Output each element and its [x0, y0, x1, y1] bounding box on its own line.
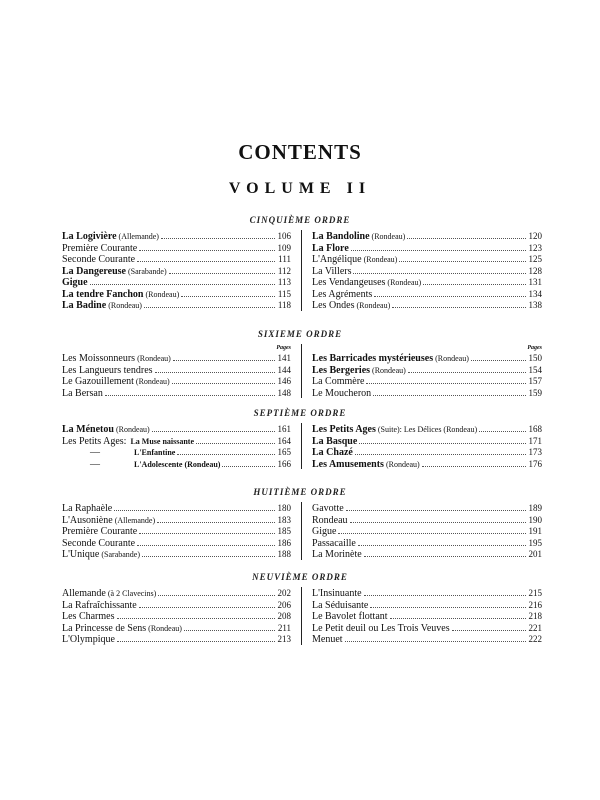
- leader-dots: [196, 435, 275, 444]
- page-number: 186: [277, 537, 291, 548]
- leader-dots: [152, 423, 275, 432]
- page-number: 189: [528, 503, 542, 513]
- leader-dots: [452, 622, 526, 631]
- leader-dots: [350, 514, 526, 523]
- toc-entry: [62, 537, 291, 549]
- leader-dots: [355, 446, 526, 455]
- leader-dots: [366, 375, 526, 384]
- page-number: 218: [528, 611, 542, 621]
- entry-title: La Bandoline (Rondeau): [312, 231, 406, 242]
- toc-entry: [312, 253, 542, 265]
- right-column: [302, 587, 542, 645]
- toc-entry: [62, 352, 291, 364]
- page-number: 123: [528, 242, 542, 253]
- toc-entry: [312, 435, 542, 447]
- toc-entry: [312, 458, 542, 470]
- leader-dots: [117, 633, 275, 642]
- toc-entry: [312, 242, 542, 254]
- leader-dots: [358, 537, 526, 546]
- page-number: 176: [528, 458, 542, 469]
- toc-entry: [62, 633, 291, 645]
- toc-entry: [62, 276, 291, 288]
- leader-dots: [364, 587, 526, 596]
- page-number: 201: [528, 549, 542, 559]
- entry-title: La Badine (Rondeau): [62, 300, 142, 311]
- page-number: 188: [277, 549, 291, 559]
- entry-title: Les Bergeries (Rondeau): [312, 364, 406, 376]
- toc-entry: [62, 423, 291, 435]
- entry-title: La Villers: [312, 265, 352, 277]
- page-number: 146: [277, 376, 291, 386]
- toc-entry: [312, 610, 542, 622]
- page-number: 191: [528, 526, 542, 536]
- left-column: [62, 423, 302, 469]
- leader-dots: [353, 265, 526, 274]
- entry-title: Les Ondes (Rondeau): [312, 300, 391, 311]
- toc-entry: [62, 435, 291, 447]
- entry-title: La tendre Fanchon (Rondeau): [62, 288, 180, 300]
- page-number: 148: [277, 387, 291, 398]
- toc-entry: [62, 525, 291, 537]
- entry-title: Gigue: [62, 277, 88, 288]
- leader-dots: [173, 352, 275, 361]
- page-number: 216: [528, 599, 542, 610]
- leader-dots: [139, 242, 275, 251]
- leader-dots: [137, 253, 275, 262]
- leader-dots: [184, 622, 275, 631]
- toc-entry: [62, 548, 291, 560]
- leader-dots: [139, 525, 275, 534]
- toc-entry: [312, 587, 542, 599]
- toc-entry: [62, 622, 291, 634]
- entry-title: Gavotte: [312, 503, 344, 514]
- toc-entry: [62, 288, 291, 300]
- section-table: [62, 502, 542, 560]
- entry-title: Le Petit deuil ou Les Trois Veuves: [312, 622, 450, 634]
- entry-title: L'Olympique: [62, 634, 115, 645]
- section-table: [62, 587, 542, 645]
- leader-dots: [137, 537, 275, 546]
- page-number: 115: [277, 288, 291, 299]
- toc-entry: [62, 514, 291, 526]
- toc-entry: [62, 253, 291, 265]
- page-number: 150: [528, 353, 542, 363]
- page-number: 125: [528, 254, 542, 264]
- left-column: [62, 502, 302, 560]
- toc-entry: [312, 525, 542, 537]
- toc-entry: [312, 423, 542, 435]
- page-number: 113: [277, 277, 291, 287]
- leader-dots: [399, 253, 526, 262]
- section-table: [62, 344, 542, 398]
- leader-dots: [142, 548, 275, 557]
- toc-entry: [62, 610, 291, 622]
- toc-entry: [312, 502, 542, 514]
- page-number: 138: [528, 300, 542, 310]
- entry-title: Le Bavolet flottant: [312, 611, 388, 622]
- section-heading: SEPTIÈME ORDRE: [253, 408, 347, 418]
- entry-title: L'Insinuante: [312, 588, 362, 599]
- entry-title: Les Vendangeuses (Rondeau): [312, 277, 422, 288]
- entry-title: Première Courante: [62, 526, 138, 537]
- page-number: 171: [528, 435, 542, 446]
- leader-dots: [105, 387, 275, 396]
- leader-dots: [161, 230, 275, 239]
- right-column: [302, 502, 542, 560]
- page-number: 157: [528, 376, 542, 386]
- leader-dots: [423, 276, 526, 285]
- entry-title: Les Barricades mystérieuses (Rondeau): [312, 353, 469, 364]
- entry-title: La Commère: [312, 376, 365, 387]
- page-title: CONTENTS: [238, 140, 362, 164]
- entry-title: La Dangereuse (Sarabande): [62, 265, 167, 277]
- leader-dots: [181, 288, 275, 297]
- leader-dots: [157, 514, 275, 523]
- leader-dots: [139, 599, 275, 608]
- toc-entry: [62, 599, 291, 611]
- leader-dots: [346, 502, 526, 511]
- leader-dots: [144, 299, 275, 308]
- pages-label: Pages: [276, 345, 291, 351]
- page-number: 159: [528, 387, 542, 398]
- right-column: [302, 344, 542, 398]
- toc-entry: [312, 599, 542, 611]
- entry-title: La Princesse de Sens (Rondeau): [62, 622, 182, 634]
- page-number: 173: [528, 447, 542, 457]
- page-number: 195: [528, 537, 542, 548]
- leader-dots: [117, 610, 276, 619]
- entry-title: La Morinète: [312, 549, 362, 560]
- pages-label: Pages: [527, 345, 542, 351]
- leader-dots: [351, 242, 526, 251]
- section-heading: SIXIEME ORDRE: [257, 329, 343, 339]
- page-number: 211: [277, 622, 291, 633]
- leader-dots: [370, 599, 526, 608]
- toc-entry: [312, 633, 542, 645]
- toc-entry: [312, 352, 542, 364]
- leader-dots: [177, 446, 275, 455]
- leader-dots: [364, 548, 526, 557]
- volume-heading: VOLUME II: [228, 180, 372, 197]
- page-number: 190: [528, 514, 542, 525]
- entry-title: Les Langueurs tendres: [62, 364, 153, 376]
- toc-entry: [312, 622, 542, 634]
- page-number: 111: [278, 254, 291, 264]
- toc-entry: [312, 364, 542, 376]
- entry-title: La Séduisante: [312, 599, 369, 611]
- entry-title: La Raphaèle: [62, 503, 113, 514]
- toc-entry: [62, 446, 291, 458]
- leader-dots: [408, 364, 526, 373]
- toc-entry: [312, 375, 542, 387]
- entry-title: La Chazé: [312, 447, 353, 458]
- toc-entry: [62, 502, 291, 514]
- leader-dots: [172, 375, 275, 384]
- page-number: 222: [528, 634, 542, 644]
- leader-dots: [390, 610, 526, 619]
- entry-title: La Flore: [312, 242, 349, 254]
- left-column: [62, 344, 302, 398]
- page-number: 206: [277, 599, 291, 610]
- toc-entry: [312, 230, 542, 242]
- toc-entry: [62, 458, 291, 470]
- entry-title: Allemande (à 2 Clavecins): [62, 588, 157, 599]
- leader-dots: [479, 423, 526, 432]
- page-number: 131: [528, 277, 542, 287]
- toc-entry: [62, 375, 291, 387]
- page-number: 164: [277, 435, 291, 446]
- page-number: 221: [528, 622, 542, 633]
- leader-dots: [158, 587, 275, 596]
- leader-dots: [345, 633, 526, 642]
- page-number: 128: [528, 265, 542, 276]
- entry-title: La Ménetou (Rondeau): [62, 424, 150, 435]
- entry-title: Rondeau: [312, 514, 348, 526]
- section-table: [62, 230, 542, 311]
- entry-title: Gigue: [312, 526, 337, 537]
- entry-title: Première Courante: [62, 242, 138, 254]
- toc-entry: [312, 387, 542, 399]
- entry-title: L'Ausoniène (Allemande): [62, 514, 156, 526]
- leader-dots: [338, 525, 526, 534]
- leader-dots: [407, 230, 526, 239]
- entry-title: Les Amusements (Rondeau): [312, 458, 420, 470]
- page-number: 106: [277, 231, 291, 241]
- left-column: [62, 230, 302, 311]
- toc-entry: [312, 514, 542, 526]
- toc-entry: [312, 446, 542, 458]
- leader-dots: [392, 299, 526, 308]
- page-number: 120: [528, 231, 542, 241]
- toc-entry: [312, 276, 542, 288]
- page-number: 109: [277, 242, 291, 253]
- entry-title: Le Gazouillement (Rondeau): [62, 376, 170, 387]
- entry-title: — L'Enfantine: [90, 447, 176, 458]
- page-number: 165: [277, 447, 291, 457]
- entry-title: Les Moissonneurs (Rondeau): [62, 353, 171, 364]
- page-number: 183: [277, 514, 291, 525]
- toc-entry: [312, 265, 542, 277]
- entry-title: Seconde Courante: [62, 537, 136, 549]
- section-heading: NEUVIÈME ORDRE: [252, 572, 348, 582]
- toc-entry: [62, 265, 291, 277]
- entry-title: L'Angélique (Rondeau): [312, 254, 398, 265]
- toc-entry: [62, 587, 291, 599]
- entry-title: Les Petits Ages: La Muse naissante: [62, 435, 195, 447]
- entry-title: La Rafraîchissante: [62, 599, 137, 611]
- toc-entry: [62, 230, 291, 242]
- leader-dots: [471, 352, 526, 361]
- leader-dots: [422, 458, 526, 467]
- leader-dots: [114, 502, 275, 511]
- page-number: 202: [277, 588, 291, 598]
- entry-title: La Bersan: [62, 387, 103, 399]
- leader-dots: [222, 458, 275, 467]
- page-number: 208: [277, 611, 291, 621]
- entry-title: L'Unique (Sarabande): [62, 549, 141, 560]
- entry-title: Seconde Courante: [62, 254, 136, 265]
- leader-dots: [169, 265, 275, 274]
- page-number: 213: [277, 634, 291, 644]
- right-column: [302, 423, 542, 469]
- entry-title: Menuet: [312, 634, 343, 645]
- entry-title: Les Agréments: [312, 288, 373, 300]
- page-number: 168: [528, 424, 542, 434]
- toc-entry: [312, 299, 542, 311]
- entry-title: Les Petits Ages (Suite): Les Délices (Rondeau): [312, 424, 478, 435]
- leader-dots: [359, 435, 526, 444]
- section-heading: HUITIÈME ORDRE: [253, 487, 347, 497]
- page-number: 166: [277, 458, 291, 469]
- section-heading: CINQUIÈME ORDRE: [249, 215, 351, 225]
- entry-title: La Basque: [312, 435, 358, 447]
- leader-dots: [374, 288, 526, 297]
- leader-dots: [155, 364, 275, 373]
- page-number: 154: [528, 364, 542, 375]
- left-column: [62, 587, 302, 645]
- leader-dots: [90, 276, 275, 285]
- entry-title: Le Moucheron: [312, 387, 372, 399]
- toc-entry: [62, 387, 291, 399]
- toc-entry: [312, 548, 542, 560]
- page-number: 215: [528, 588, 542, 598]
- toc-entry: [62, 364, 291, 376]
- entry-title: La Logivière (Allemande): [62, 231, 159, 242]
- page-number: 141: [277, 353, 291, 363]
- section-table: [62, 423, 542, 469]
- right-column: [302, 230, 542, 311]
- page-number: 161: [277, 424, 291, 434]
- page-number: 144: [277, 364, 291, 375]
- toc-entry: [312, 537, 542, 549]
- page-number: 185: [277, 526, 291, 536]
- entry-title: — L'Adolescente (Rondeau): [90, 458, 221, 470]
- page-number: 112: [277, 265, 291, 276]
- entry-title: Les Charmes: [62, 611, 115, 622]
- page-number: 180: [277, 503, 291, 513]
- entry-title: Passacaille: [312, 537, 356, 549]
- page-number: 118: [277, 300, 291, 310]
- toc-entry: [312, 288, 542, 300]
- toc-entry: [62, 242, 291, 254]
- leader-dots: [373, 387, 526, 396]
- toc-entry: [62, 299, 291, 311]
- page-number: 134: [528, 288, 542, 299]
